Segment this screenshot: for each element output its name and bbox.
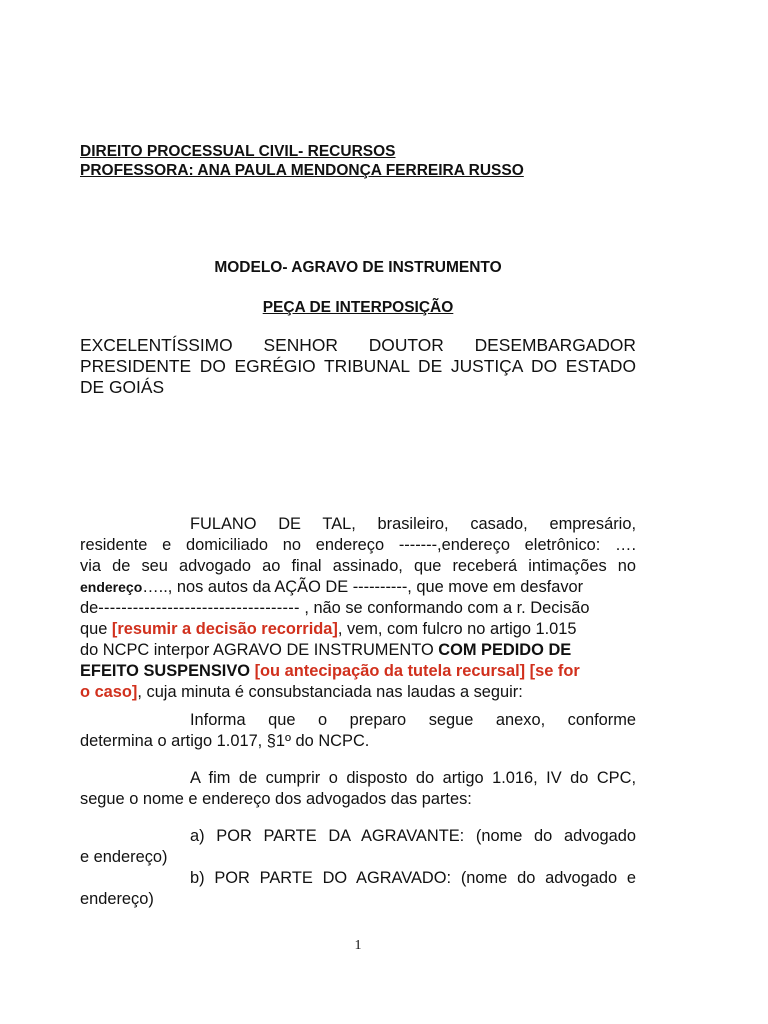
tutela-placeholder: [ou antecipação da tutela recursal] [se for (254, 662, 580, 680)
para1-line-5 (80, 598, 636, 619)
parties-list (80, 826, 636, 910)
page-number: 1 (354, 938, 362, 953)
addressee-line-3: DE GOIÁS (80, 377, 165, 397)
para3-line-2: segue o nome e endereço dos advogados das partes: (80, 790, 472, 808)
addressee-line-2: PRESIDENTE DO EGRÉGIO TRIBUNAL DE JUSTIÇA DO ESTADO (80, 356, 636, 376)
decision-placeholder: [resumir a decisão recorrida] (111, 620, 338, 638)
para1-line-6-prefix: que (80, 620, 112, 638)
paragraph-preparo (80, 710, 636, 752)
list-item-b-line-2: endereço) (80, 890, 154, 908)
para1-line-5-prefix: de (80, 599, 99, 617)
piece-title: PEÇA DE INTERPOSIÇÃO (262, 299, 454, 316)
para1-line-1: FULANO DE TAL, brasileiro, casado, empresário, (190, 515, 636, 533)
addressee-block (80, 335, 636, 398)
para1-line-8 (80, 661, 636, 682)
para2-line-1: Informa que o preparo segue anexo, conforme (190, 711, 636, 729)
list-item-b-line-1: b) POR PARTE DO AGRAVADO: (nome do advogado e (190, 869, 636, 887)
para1-line-9 (80, 682, 636, 703)
para1-line-7 (80, 640, 636, 661)
list-item-a-line-2: e endereço) (80, 848, 168, 866)
para1-line-2: residente e domiciliado no endereço -------,endereço eletrônico: …. (80, 536, 636, 554)
case-placeholder: o caso] (80, 683, 138, 701)
professor-name: PROFESSORA: ANA PAULA MENDONÇA FERREIRA RUSSO (80, 162, 524, 179)
dash-placeholder: ----------------------------------- (98, 599, 300, 617)
para1-line-4-text: ….., nos autos da AÇÃO DE ----------, que move em desfavor (142, 578, 584, 596)
para2-line-2: determina o artigo 1.017, §1º do NCPC. (80, 732, 370, 750)
para1-line-5-text: , não se conformando com a r. Decisão (299, 599, 590, 617)
request-bold-1: COM PEDIDO DE (438, 641, 572, 659)
request-bold-2: EFEITO SUSPENSIVO (80, 662, 255, 680)
address-word: endereço (80, 579, 143, 595)
list-item-a-line-1: a) POR PARTE DA AGRAVANTE: (nome do advogado (190, 827, 636, 845)
addressee-line-1: EXCELENTÍSSIMO SENHOR DOUTOR DESEMBARGADOR (80, 335, 636, 355)
para3-line-1: A fim de cumprir o disposto do artigo 1.016, IV do CPC, (190, 769, 636, 787)
para1-line-6 (80, 619, 636, 640)
course-title: DIREITO PROCESSUAL CIVIL- RECURSOS (80, 143, 396, 160)
para1-line-4 (80, 577, 636, 598)
para1-line-6-text: , vem, com fulcro no artigo 1.015 (337, 620, 577, 638)
para1-line-7-text: do NCPC interpor AGRAVO DE INSTRUMENTO (80, 641, 439, 659)
para1-line-9-text: , cuja minuta é consubstanciada nas laudas a seguir: (137, 683, 523, 701)
paragraph-advogados (80, 768, 636, 810)
para1-line-3: via de seu advogado ao final assinado, que receberá intimações no (80, 557, 636, 575)
model-title: MODELO- AGRAVO DE INSTRUMENTO (214, 259, 502, 276)
paragraph-interposition (80, 514, 636, 703)
